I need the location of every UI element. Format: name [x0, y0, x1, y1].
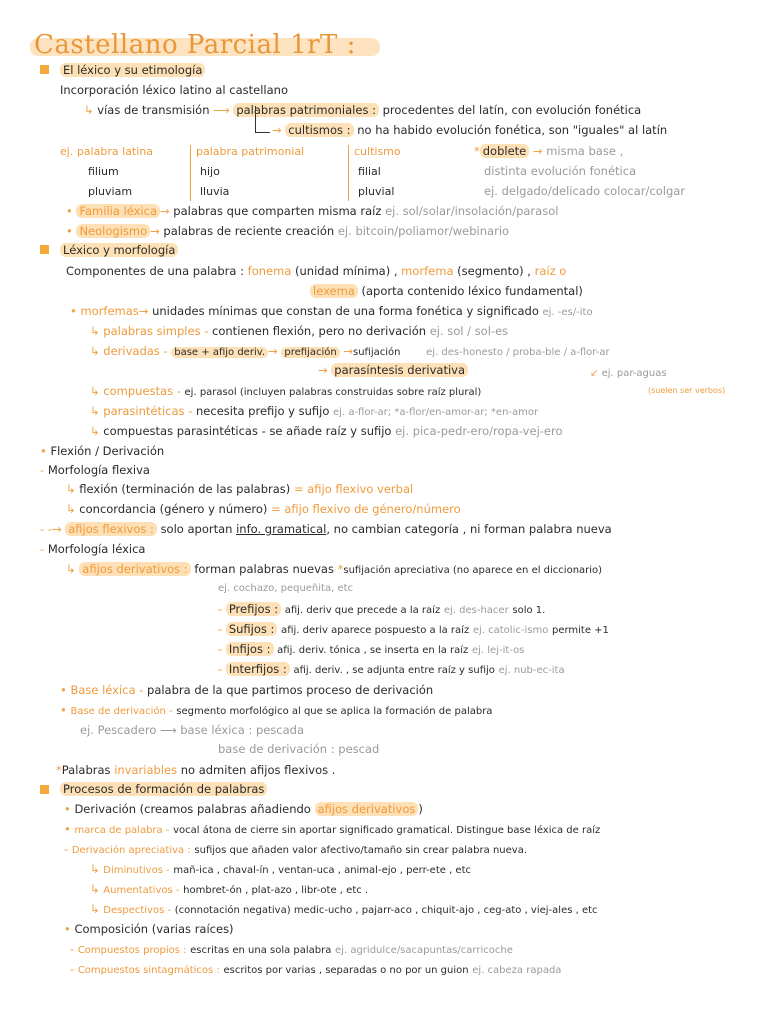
doblete-example: ej. delgado/delicado colocar/colgar [484, 184, 686, 198]
morf-flexiva: - Morfología flexiva [40, 463, 150, 477]
deriv-aprec-row: - Derivación apreciativa : sufijos que añaden valor afectivo/tamaño sin crear palabra nueva. [64, 842, 528, 856]
concordancia-row: ↳ concordancia (género y número) = afijo flexivo de género/número [66, 502, 461, 516]
componentes-row: Componentes de una palabra : fonema (unidad mínima) , morfema (segmento) , raíz o [66, 264, 567, 278]
comp-sint-row: - Compuestos sintagmáticos : escritos por varias , separadas o no por un guion ej. cabeza rapada [70, 962, 562, 976]
table-cell: filium [88, 165, 119, 178]
suelen-ser-note: (suelen ser verbos) [648, 386, 726, 395]
intro-text: Incorporación léxico latino al castellano [60, 83, 288, 97]
afijos-derivativos-row: ↳ afijos derivativos : forman palabras nuevas *sufijación apreciativa (no aparece en el diccionario) [66, 562, 603, 576]
infijos-row: - Infijos : afij. deriv. tónica , se inserta en la raíz ej. lej-it-os [218, 642, 525, 656]
compuestas-row: ↳ compuestas - ej. parasol (incluyen palabras construidas sobre raíz plural) [90, 384, 482, 398]
derivadas-row: ↳ derivadas - base + afijo deriv. → prefijación →sufijación ej. des-honesto / proba-ble / a-flor-ar [90, 344, 610, 358]
table-header: palabra patrimonial [196, 145, 305, 158]
neologismo-row: • Neologismo → palabras de reciente creación ej. bitcoin/poliamor/webinario [66, 224, 510, 238]
section-bullet-icon [40, 65, 49, 74]
diminutivos-row: ↳ Diminutivos - mañ-ica , chaval-ín , ventan-uca , animal-ejo , perr-ete , etc [90, 862, 472, 876]
table-cell: lluvia [200, 185, 230, 198]
familia-row: • Familia léxica → palabras que comparten misma raíz ej. sol/solar/insolación/parasol [66, 204, 559, 218]
sufijos-row: - Sufijos : afij. deriv aparece pospuesto a la raíz ej. catolic-ismo permite +1 [218, 622, 609, 636]
morf-lexica: - Morfología léxica [40, 542, 146, 556]
flexion-row: ↳ flexión (terminación de las palabras) = afijo flexivo verbal [66, 482, 414, 496]
table-divider [348, 145, 349, 201]
base-deriv-row: • Base de derivación - segmento morfológico al que se aplica la formación de palabra [60, 703, 493, 717]
cultismos-row: → cultismos : no ha habido evolución fonética, son "iguales" al latín [272, 123, 668, 137]
par-aguas-example: ↙ ej. par-aguas [590, 368, 667, 379]
aumentativos-row: ↳ Aumentativos - hombret-ón , plat-azo , libr-ote , etc . [90, 882, 369, 896]
comp-propios-row: - Compuestos propios : escritas en una sola palabra ej. agridulce/sacapuntas/carricoche [70, 942, 513, 956]
interfijos-row: - Interfijos : afij. deriv. , se adjunta entre raíz y sufijo ej. nub-ec-ita [218, 662, 565, 676]
lexema-row: lexema (aporta contenido léxico fundamental) [310, 283, 583, 299]
doblete-desc: distinta evolución fonética [484, 164, 637, 178]
via-row: ↳ vías de transmisión ⟶ palabras patrimoniales : procedentes del latín, con evolución fonética [84, 103, 642, 117]
page-title: Castellano Parcial 1rT : [34, 30, 356, 60]
parasinteticas-row: ↳ parasintéticas - necesita prefijo y sufijo ej. a-flor-ar; *a-flor/en-amor-ar; *en-amor [90, 404, 539, 418]
aprec-example: ej. cochazo, pequeñita, etc [218, 583, 354, 594]
table-cell: pluvial [358, 185, 395, 198]
marca-row: • marca de palabra - vocal átona de cierre sin aportar significado gramatical. Distingue base léxica de raíz [64, 822, 601, 836]
section-heading-lexico: El léxico y su etimología [60, 62, 205, 78]
despectivos-row: ↳ Despectivos - (connotación negativa) medic-ucho , pajarr-aco , chiquit-ajo , ceg-ato , viej-ales , etc [90, 902, 598, 916]
prefijos-row: - Prefijos : afij. deriv que precede a la raíz ej. des-hacer solo 1. [218, 602, 546, 616]
section-bullet-icon [40, 245, 49, 254]
table-divider [190, 145, 191, 201]
table-cell: filial [358, 165, 381, 178]
doblete-row: * doblete → misma base , [474, 144, 624, 158]
flexion-derivacion: • Flexión / Derivación [40, 444, 165, 458]
table-cell: pluviam [88, 185, 133, 198]
table-header: ej. palabra latina [60, 145, 153, 158]
parasintesis-row: → parasíntesis derivativa [318, 362, 468, 378]
table-header: cultismo [354, 145, 401, 158]
section-bullet-icon [40, 785, 49, 794]
section-heading-procesos: Procesos de formación de palabras [60, 781, 267, 797]
pescadero-example: ej. Pescadero ⟶ base léxica : pescada [80, 723, 305, 737]
simples-row: ↳ palabras simples - contienen flexión, pero no derivación ej. sol / sol-es [90, 324, 509, 338]
invariables-row: *Palabras invariables no admiten afijos flexivos . [56, 763, 336, 777]
pescad-example: base de derivación : pescad [218, 742, 380, 756]
comp-parasint-row: ↳ compuestas parasintéticas - se añade raíz y sufijo ej. pica-pedr-ero/ropa-vej-ero [90, 424, 563, 438]
derivacion-row: • Derivación (creamos palabras añadiendo afijos derivativos ) [64, 802, 423, 816]
morfemas-row: • morfemas→ unidades mínimas que constan de una forma fonética y significado ej. -es/-ito [70, 304, 593, 318]
table-cell: hijo [200, 165, 220, 178]
base-lexica-row: • Base léxica - palabra de la que partimos proceso de derivación [60, 683, 434, 697]
section-heading-morfologia: Léxico y morfología [60, 242, 178, 258]
bracket-connector [255, 106, 270, 133]
composicion-row: • Composición (varias raíces) [64, 922, 234, 936]
afijos-flexivos-row: - -→ afijos flexivos : solo aportan info. gramatical, no cambian categoría , ni forman palabra nueva [40, 522, 612, 536]
